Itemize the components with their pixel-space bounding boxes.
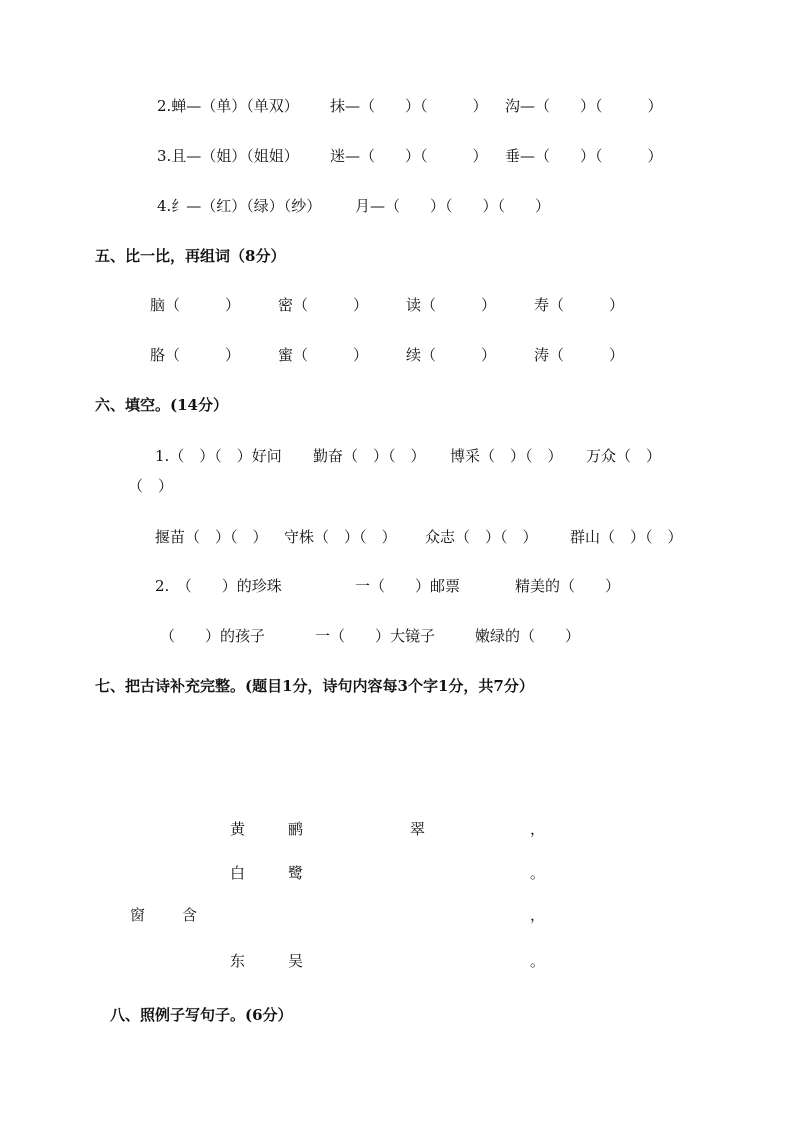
s4-row3-c: 垂—（ ）（ ）	[505, 147, 663, 165]
s6-l4-1: （ ）的孩子	[160, 627, 266, 645]
s5-r2-1: 胳（ ）	[150, 346, 241, 364]
poem-l3-end: ，	[530, 906, 546, 924]
poem-l4-end: 。	[530, 952, 546, 970]
s4-row3-b: 迷—（ ）（ ）	[330, 147, 488, 165]
s6-l1-3: 博采（ ）（ ）	[450, 447, 563, 465]
poem-l2-c2: 鹭	[288, 864, 304, 882]
s5-r1-1: 脑（ ）	[150, 296, 241, 314]
s6-l1-1: 1.（ ）（ ）好问	[155, 447, 282, 465]
section5-title: 五、比一比，再组词（8分）	[95, 247, 286, 265]
section8-title: 八、照例子写句子。(6分）	[110, 1006, 293, 1024]
section6-title: 六、填空。(14分）	[95, 396, 228, 414]
s6-l3-3: 精美的（ ）	[515, 577, 621, 595]
s5-r1-2: 密（ ）	[278, 296, 369, 314]
s4-row2-b: 抹—（ ）（ ）	[330, 97, 488, 115]
s6-l4-2: 一（ ）大镜子	[315, 627, 436, 645]
s4-row3-a: 3.且—（姐）（姐姐）	[157, 147, 299, 165]
s5-r2-3: 续（ ）	[406, 346, 497, 364]
s4-row2-a: 2.蝉—（单）（单双）	[157, 97, 299, 115]
poem-l4-c1: 东	[230, 952, 246, 970]
s5-r2-4: 涛（ ）	[534, 346, 625, 364]
s4-row2-c: 沟—（ ）（ ）	[505, 97, 663, 115]
s6-l3-2: 一（ ）邮票	[355, 577, 461, 595]
s6-l2-4: 群山（ ）（ ）	[570, 528, 683, 546]
s5-r1-3: 读（ ）	[406, 296, 497, 314]
poem-l3-c1: 窗	[130, 906, 146, 924]
poem-l3-c2: 含	[182, 906, 198, 924]
s5-r2-2: 蜜（ ）	[278, 346, 369, 364]
poem-l2-end: 。	[530, 864, 546, 882]
s6-l1-wrap: （ ）	[128, 477, 174, 495]
s6-l2-1: 揠苗（ ）（ ）	[155, 528, 268, 546]
poem-l1-c1: 黄	[230, 820, 246, 838]
poem-l4-c2: 吴	[288, 952, 304, 970]
s6-l1-2: 勤奋（ ）（ ）	[313, 447, 426, 465]
s4-row4-b: 月—（ ）（ ）（ ）	[355, 197, 551, 215]
s6-l4-3: 嫩绿的（ ）	[475, 627, 581, 645]
poem-l1-c3: 翠	[410, 820, 426, 838]
s5-r1-4: 寿（ ）	[534, 296, 625, 314]
s6-l2-2: 守株（ ）（ ）	[284, 528, 397, 546]
poem-l1-c2: 鹂	[288, 820, 304, 838]
poem-l1-end: ，	[530, 820, 546, 838]
poem-l2-c1: 白	[230, 864, 246, 882]
s6-l3-1: 2. （ ）的珍珠	[155, 577, 282, 595]
section7-title: 七、把古诗补充完整。(题目1分，诗句内容每3个字1分，共7分）	[95, 677, 534, 695]
s6-l2-3: 众志（ ）（ ）	[425, 528, 538, 546]
s4-row4-a: 4.纟—（红）（绿）（纱）	[157, 197, 322, 215]
s6-l1-4: 万众（ ）	[586, 447, 662, 465]
